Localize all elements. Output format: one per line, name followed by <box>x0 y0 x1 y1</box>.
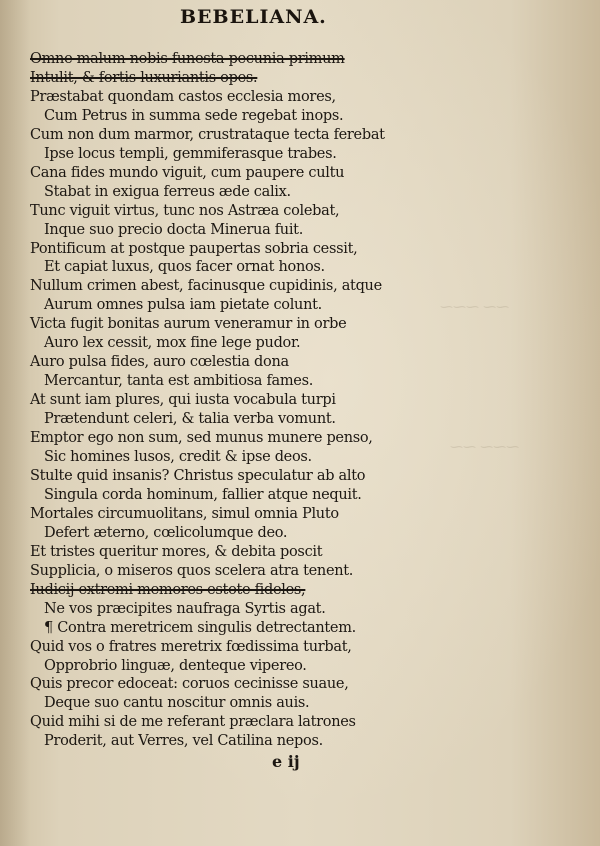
verse-line: Et capiat luxus, quos facer ornat honos. <box>44 259 325 276</box>
verse-line: Stabat in exigua ferreus æde calix. <box>44 183 291 200</box>
verse-line: Victa fugit bonitas aurum veneramur in orbe <box>30 316 347 333</box>
show-through-text: ⁓⁓⁓ ⁓⁓ <box>450 440 520 455</box>
verse-line: Aurum omnes pulsa iam pietate colunt. <box>44 297 322 314</box>
verse-line: Quis precor edoceat: coruos cecinisse suaue, <box>30 676 349 693</box>
verse-line: Auro pulsa fides, auro cœlestia dona <box>30 354 289 371</box>
verse-line: Prætendunt celeri, & talia verba vomunt. <box>44 411 336 428</box>
verse-line: Quid mihi si de me referant præclara latrones <box>30 714 356 731</box>
verse-line: Cum non dum marmor, crustrataque tecta ferebat <box>30 126 385 143</box>
verse-line: Emptor ego non sum, sed munus munere penso, <box>30 430 373 447</box>
verse-line: ¶ Contra meretricem singulis detrectantem. <box>44 619 356 636</box>
signature-mark: e ij <box>272 752 300 771</box>
verse-line: Supplicia, o miseros quos scelera atra tenent. <box>30 562 354 579</box>
verse-line: Tunc viguit virtus, tunc nos Astræa colebat, <box>30 202 340 219</box>
gutter-shadow <box>0 0 30 846</box>
verse-line: Proderit, aut Verres, vel Catilina nepos. <box>44 733 323 750</box>
verse-line: Iudicij extremi memores estote fideles, <box>30 581 306 598</box>
verse-line: Sic homines lusos, credit & ipse deos. <box>44 449 312 466</box>
verse-line: Ipse locus templi, gemmiferasque trabes. <box>44 145 337 162</box>
verse-line: Nullum crimen abest, facinusque cupidinis, atque <box>30 278 382 295</box>
verse-line: Inque suo precio docta Minerua fuit. <box>44 221 304 238</box>
verse-list <box>30 50 450 751</box>
verse-line: Et tristes queritur mores, & debita poscit <box>30 543 323 560</box>
verse-line: Defert æterno, cœlicolumque deo. <box>44 524 288 541</box>
show-through-text: ⁓⁓ ⁓⁓⁓ <box>440 300 510 315</box>
verse-line: Auro lex cessit, mox fine lege pudor. <box>44 335 301 352</box>
verse-line: Pontificum at postque paupertas sobria cessit, <box>30 240 358 257</box>
verse-line: Singula corda hominum, fallier atque nequit. <box>44 486 362 503</box>
verse-line: Cum Petrus in summa sede regebat inops. <box>44 107 344 124</box>
verse-line: Quid vos o fratres meretrix fœdissima turbat, <box>30 638 352 655</box>
verse-line: Ne vos præcipites naufraga Syrtis agat. <box>44 600 326 617</box>
verse-line: Præstabat quondam castos ecclesia mores, <box>30 88 336 105</box>
verse-line: At sunt iam plures, qui iusta vocabula turpi <box>30 392 336 409</box>
verse-line: Deque suo cantu noscitur omnis auis. <box>44 695 310 712</box>
verse-line: Mortales circumuolitans, simul omnia Pluto <box>30 505 339 522</box>
verse-line: Opprobrio linguæ, denteque vipereo. <box>44 657 307 674</box>
verse-line: Cana fides mundo viguit, cum paupere cultu <box>30 164 345 181</box>
verse-line: Omne malum nobis funesta pecunia primum <box>30 51 345 67</box>
verse-line: Mercantur, tanta est ambitiosa fames. <box>44 373 314 390</box>
running-header: BEBELIANA. <box>180 6 327 28</box>
verse-line: Stulte quid insanis? Christus speculatur ab alto <box>30 467 366 484</box>
verse-line: Intulit, & fortis luxuriantis opes. <box>30 69 258 86</box>
